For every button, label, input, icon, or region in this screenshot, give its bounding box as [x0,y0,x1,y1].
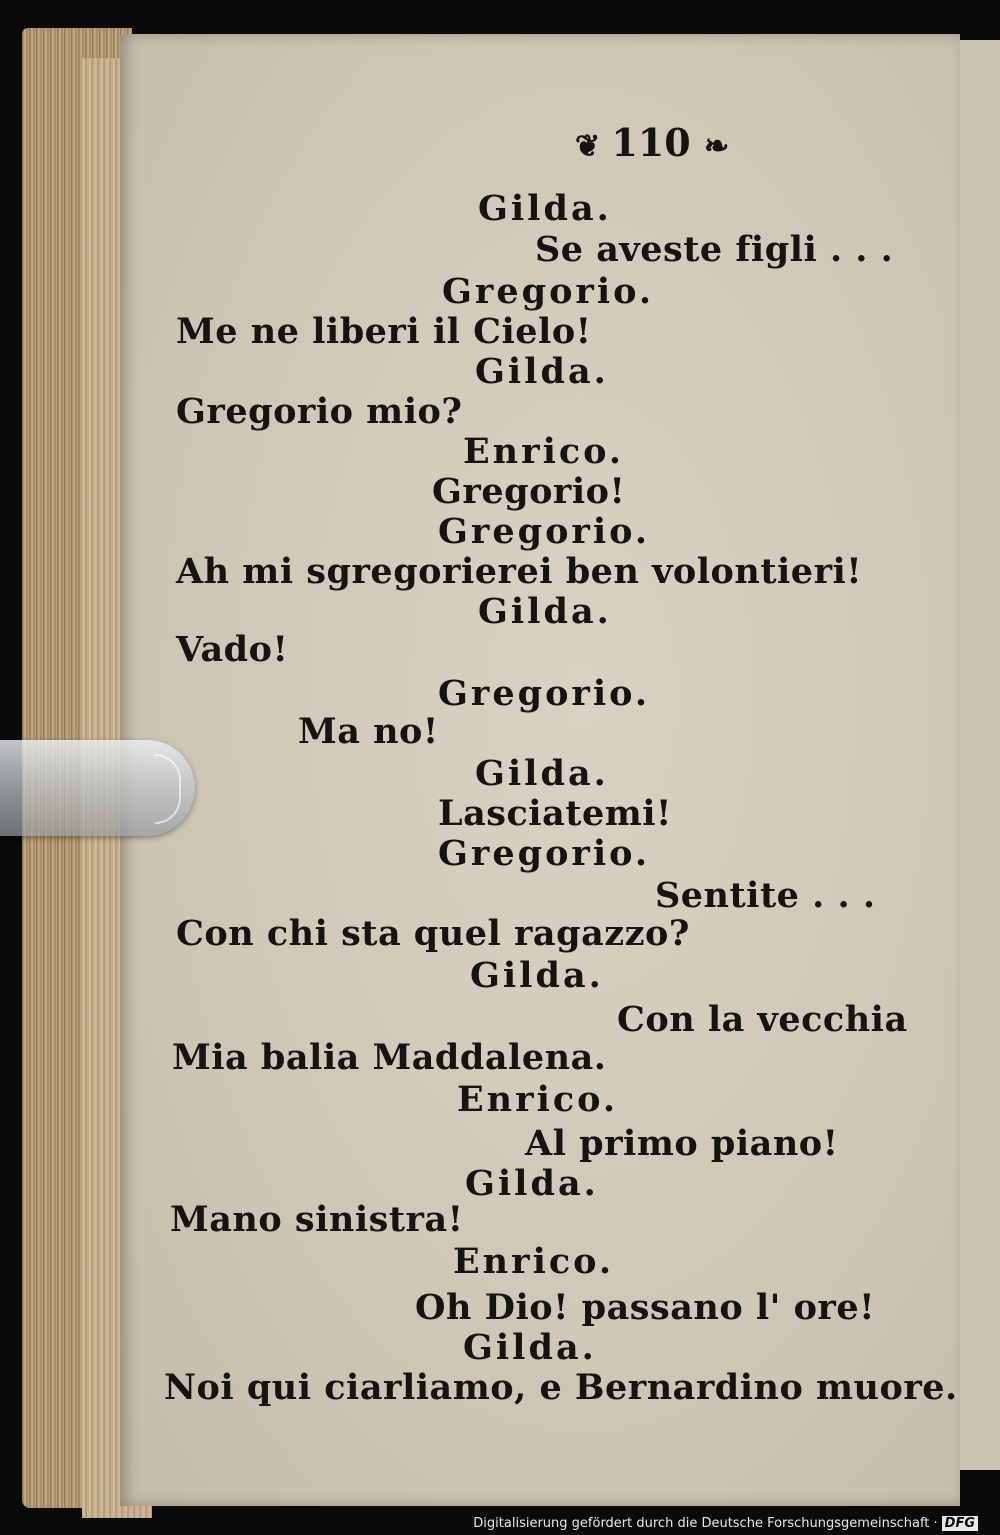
page-number-value: 110 [611,120,691,165]
book-page [120,34,960,1506]
ornament-left-icon: ❦ [575,129,599,164]
digitization-credit [473,1516,978,1531]
credit-text: Digitalisierung gefördert durch die Deutsche Forschungsgemeinschaft · [473,1516,938,1531]
speaker-line: Gregorio. [438,511,651,552]
speaker-line: Gregorio. [442,271,655,312]
speaker-line: Gilda. [470,955,604,996]
facing-page [958,40,1000,1470]
ornament-right-icon: ❧ [703,129,728,164]
speaker-line: Gilda. [475,753,609,794]
speech-line: Lasciatemi! [438,793,672,834]
speaker-line: Gilda. [475,351,609,392]
speech-line: Oh Dio! passano l' ore! [415,1287,875,1328]
speech-line: Con chi sta quel ragazzo? [176,913,690,954]
speech-line: Ma no! [298,711,439,752]
speech-line: Gregorio mio? [176,391,463,432]
speaker-line: Gilda. [478,591,612,632]
speech-line: Se aveste figli . . . [535,229,894,270]
speaker-line: Gilda. [465,1163,599,1204]
speaker-line: Enrico. [463,431,625,472]
speech-line: Al primo piano! [525,1123,839,1164]
speech-line: Gregorio! [432,471,626,512]
speaker-line: Gregorio. [438,673,651,714]
page-clip [0,740,195,836]
page-number [575,120,727,165]
speech-line: Ah mi sgregorierei ben volontieri! [176,551,863,592]
speech-line: Sentite . . . [655,875,876,916]
speech-line: Noi qui ciarliamo, e Bernardino muore. [164,1367,958,1408]
speech-line: Mano sinistra! [170,1199,464,1240]
dfg-logo: DFG [942,1516,978,1531]
speech-line: Vado! [176,629,289,670]
speaker-line: Enrico. [457,1079,619,1120]
speaker-line: Gilda. [478,188,612,229]
speaker-line: Enrico. [453,1241,615,1282]
speech-line: Mia balia Maddalena. [172,1037,607,1078]
speech-line: Con la vecchia [617,999,908,1040]
speaker-line: Gilda. [463,1327,597,1368]
speech-line: Me ne liberi il Cielo! [176,311,592,352]
speaker-line: Gregorio. [438,833,651,874]
